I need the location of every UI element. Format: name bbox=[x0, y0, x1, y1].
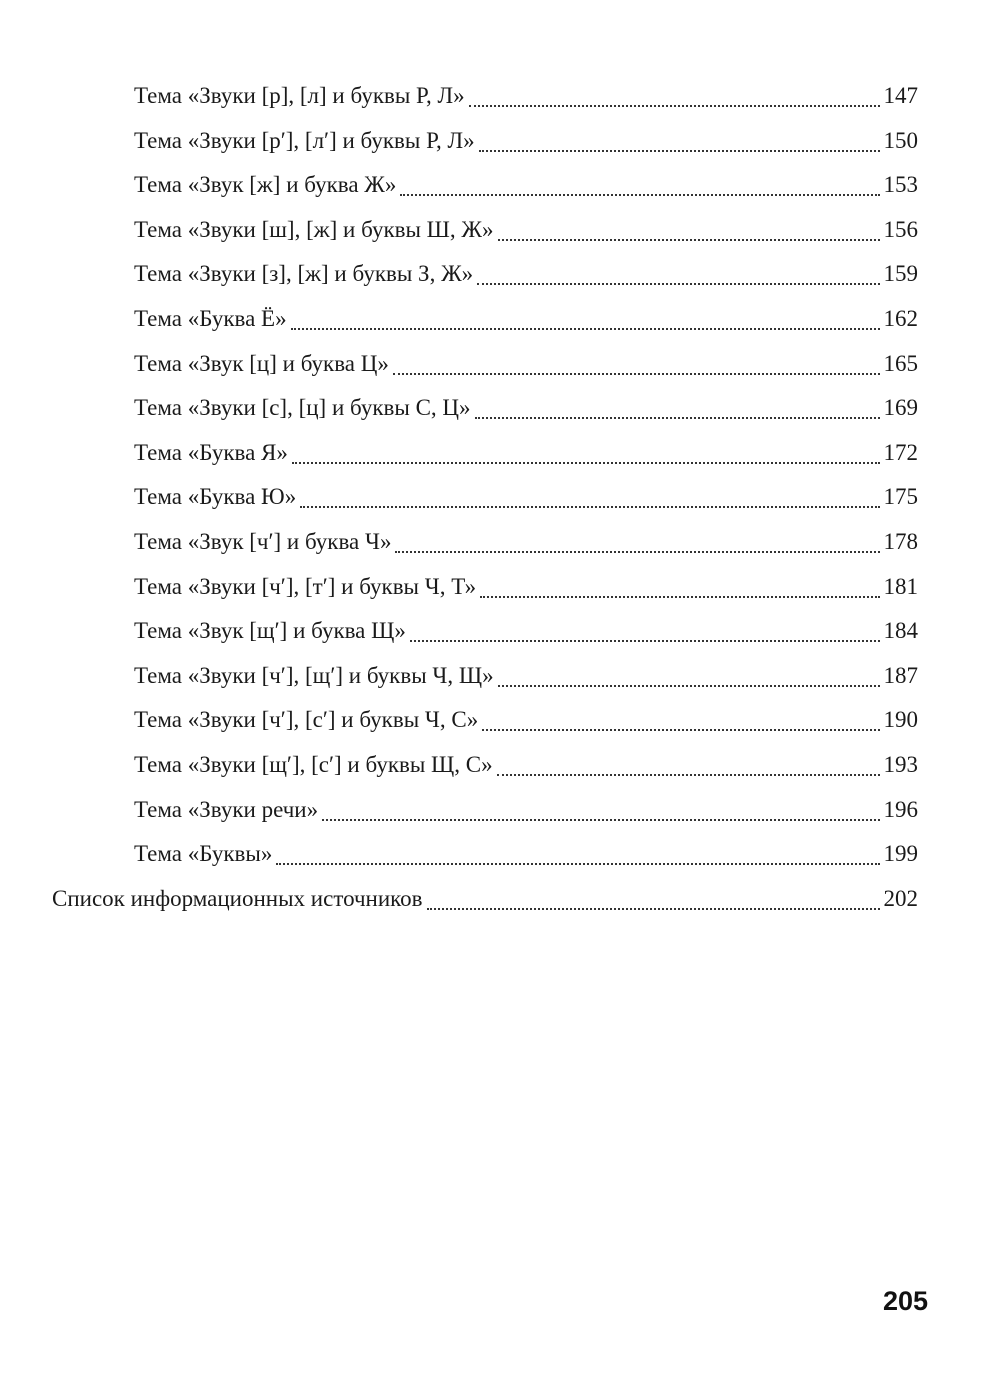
toc-entry bbox=[134, 210, 918, 250]
toc-entry-title: Тема «Буква Я» bbox=[134, 439, 288, 465]
toc-entry-page: 193 bbox=[883, 752, 918, 777]
toc-entry bbox=[134, 299, 918, 339]
page-number: 205 bbox=[882, 1286, 928, 1316]
toc-entry bbox=[134, 656, 918, 696]
toc-entry bbox=[134, 344, 918, 384]
toc-entry-page: 147 bbox=[883, 83, 918, 108]
toc-entry bbox=[134, 790, 918, 830]
toc-dot-leader bbox=[498, 238, 880, 241]
toc-dot-leader bbox=[482, 728, 879, 731]
toc-dot-leader bbox=[395, 550, 879, 553]
toc-entry-page: 150 bbox=[883, 127, 918, 153]
toc-entry-title: Тема «Буква Ю» bbox=[134, 484, 297, 510]
toc-dot-leader bbox=[480, 595, 879, 598]
toc-dot-leader bbox=[300, 505, 879, 508]
toc-dot-leader bbox=[497, 773, 880, 776]
toc-entry bbox=[134, 611, 918, 651]
toc-entry bbox=[134, 76, 918, 116]
toc-entry-page: 181 bbox=[883, 573, 918, 599]
toc-entry-page: 159 bbox=[883, 261, 918, 287]
toc-entry bbox=[134, 433, 918, 473]
toc-dot-leader bbox=[410, 639, 880, 642]
toc-entry bbox=[134, 165, 918, 205]
toc-entry bbox=[134, 254, 918, 294]
toc-entry-page: 165 bbox=[883, 350, 918, 376]
toc-dot-leader bbox=[469, 104, 880, 107]
toc-entry bbox=[134, 121, 918, 161]
toc-entry-title: Тема «Звуки [р′], [л′] и буквы Р, Л» bbox=[134, 127, 475, 153]
toc-dot-leader bbox=[498, 684, 880, 687]
toc-entry-page: 187 bbox=[883, 662, 918, 688]
toc-entry-title: Тема «Звуки [ч′], [с′] и буквы Ч, С» bbox=[134, 707, 479, 733]
toc-entry-page: 178 bbox=[883, 529, 918, 554]
toc-entry-title: Тема «Звуки [ч′], [щ′] и буквы Ч, Щ» bbox=[134, 662, 494, 688]
toc-dot-leader bbox=[291, 327, 880, 330]
toc-entry bbox=[52, 879, 918, 919]
toc-entry-page: 196 bbox=[883, 796, 918, 822]
toc-entry-title: Тема «Звуки [р], [л] и буквы Р, Л» bbox=[134, 83, 465, 108]
toc-entry-page: 175 bbox=[883, 484, 918, 510]
toc-entry-title: Тема «Звук [щ′] и буква Щ» bbox=[134, 618, 406, 644]
toc-entry-page: 199 bbox=[883, 841, 918, 867]
toc-dot-leader bbox=[400, 193, 879, 196]
toc-dot-leader bbox=[276, 862, 879, 865]
toc-entry-page: 162 bbox=[883, 306, 918, 331]
toc-entry-title: Тема «Буква Ё» bbox=[134, 306, 287, 331]
toc-entry-title: Тема «Звуки [ш], [ж] и буквы Ш, Ж» bbox=[134, 216, 494, 242]
toc-entry-title: Тема «Звуки [с], [ц] и буквы С, Ц» bbox=[134, 395, 471, 421]
toc-entry bbox=[134, 477, 918, 517]
toc-dot-leader bbox=[427, 907, 880, 910]
toc-entry-page: 153 bbox=[883, 172, 918, 198]
toc-dot-leader bbox=[393, 372, 880, 375]
toc-dot-leader bbox=[477, 282, 879, 285]
toc-entry-page: 202 bbox=[883, 885, 918, 911]
toc-dot-leader bbox=[479, 149, 880, 152]
toc-entry-page: 172 bbox=[883, 439, 918, 465]
toc-entry-title: Тема «Звуки [ч′], [т′] и буквы Ч, Т» bbox=[134, 573, 477, 599]
toc-entry-page: 169 bbox=[883, 395, 918, 421]
toc-entry-page: 156 bbox=[883, 216, 918, 242]
toc-entry bbox=[134, 745, 918, 785]
toc-entry-title: Тема «Звуки речи» bbox=[134, 796, 319, 822]
toc-dot-leader bbox=[322, 818, 879, 821]
toc-entry-title: Тема «Звуки [з], [ж] и буквы З, Ж» bbox=[134, 261, 474, 287]
toc-entry-page: 184 bbox=[883, 618, 918, 644]
toc-entry bbox=[134, 388, 918, 428]
toc-entry bbox=[134, 834, 918, 874]
toc-entry-page: 190 bbox=[883, 707, 918, 733]
toc-entry-title: Список информационных источников bbox=[52, 885, 423, 911]
toc-dot-leader bbox=[475, 416, 880, 419]
toc-dot-leader bbox=[292, 461, 880, 464]
toc-entry bbox=[134, 522, 918, 562]
toc-entry-title: Тема «Звуки [щ′], [с′] и буквы Щ, С» bbox=[134, 752, 493, 777]
toc-entry-title: Тема «Звук [ч′] и буква Ч» bbox=[134, 529, 392, 554]
toc-entry-title: Тема «Звук [ж] и буква Ж» bbox=[134, 172, 397, 198]
toc-entry-title: Тема «Звук [ц] и буква Ц» bbox=[134, 350, 389, 376]
toc-entry-title: Тема «Буквы» bbox=[134, 841, 273, 867]
toc-entry bbox=[134, 700, 918, 740]
toc-entry bbox=[134, 567, 918, 607]
